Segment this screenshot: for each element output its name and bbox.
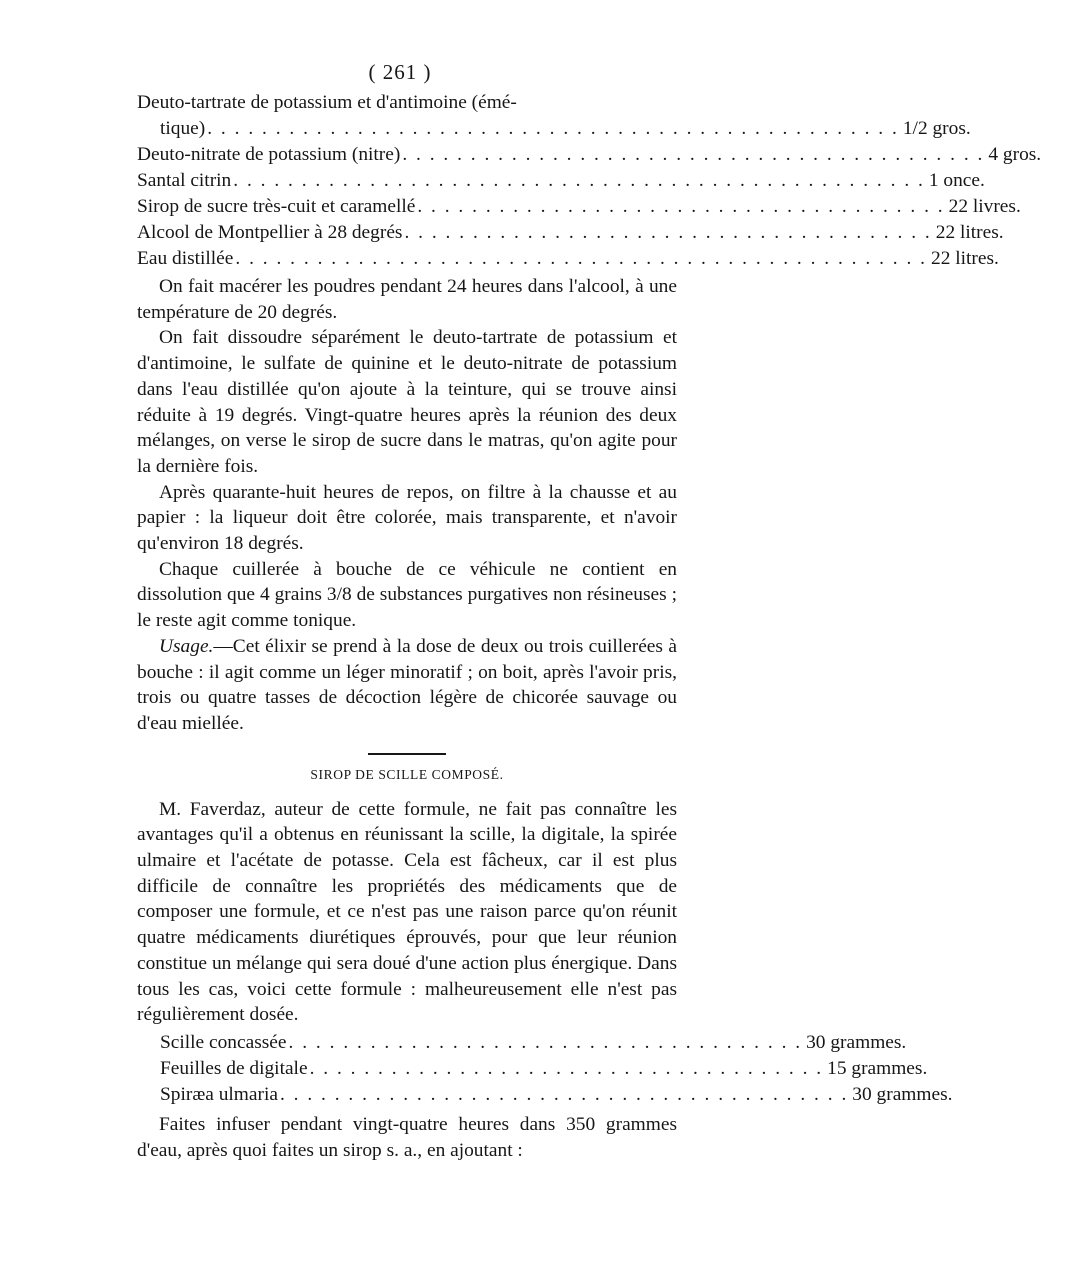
formula-item xyxy=(137,1083,953,1110)
formula-item xyxy=(137,118,971,144)
formula-item-name: Eau distillée xyxy=(137,248,234,269)
formula-item-quantity: 22 livres. xyxy=(948,196,1021,217)
paragraph: M. Faverdaz, auteur de cette formule, ne fait pas connaître les avantages qu'il a obtenus en réunissant la scille, la digitale, la spirée ulmaire et l'acétate de potasse. Cela est fâcheux, car il est plus difficile de connaître les propriétés des médicaments que de composer une formule, et ce n'est pas une raison parce qu'on réunit quatre médicaments diurétiques éprouvés, pour que leur réunion constitue un mélange qui sera doué d'une action plus énergique. Dans tous les cas, voici cette formule : malheureusement elle n'est pas régulièrement dosée. xyxy=(137,798,677,1026)
leader-dots: . . . . . . . . . . . . . . . . . . . . . . . . . . . . . . . . . . . . . . . . . . . xyxy=(402,144,985,165)
formula-item-name: Alcool de Montpellier à 28 degrés xyxy=(137,222,403,243)
section-title: SIROP DE SCILLE COMPOSÉ. xyxy=(310,766,504,782)
formula-list-2 xyxy=(137,1031,953,1110)
formula-item xyxy=(137,170,985,196)
formula-item xyxy=(137,1057,928,1084)
leader-dots: . . . . . . . . . . . . . . . . . . . . . . . . . . . . . . . . . . . . . . . . . . . . . . . . . . . xyxy=(233,170,925,191)
formula-item xyxy=(137,1031,907,1058)
formula-item-quantity: 22 litres. xyxy=(931,248,999,269)
formula-item xyxy=(137,248,999,274)
formula-item-quantity: 22 litres. xyxy=(935,222,1004,243)
usage-paragraph xyxy=(137,634,677,737)
formula-item-name: Scille concassée xyxy=(160,1031,287,1053)
formula-item xyxy=(137,144,1042,170)
formula-item-quantity: 30 grammes. xyxy=(852,1083,953,1105)
paragraph: Faites infuser pendant vingt-quatre heures dans 350 grammes d'eau, après quoi faites un sirop s. a., en ajoutant : xyxy=(137,1113,677,1161)
formula-item xyxy=(137,196,1021,222)
page-body xyxy=(137,92,1042,1163)
formula-item-name: Deuto-nitrate de potassium (nitre) xyxy=(137,144,401,165)
leader-dots: . . . . . . . . . . . . . . . . . . . . . . . . . . . . . . . . . . . . . . . xyxy=(404,222,932,243)
paragraph: On fait dissoudre séparément le deuto-tartrate de potassium et d'antimoine, le sulfate de quinine et le deuto-nitrate de potassium dans l'eau distillée qu'on ajoute à la teinture, qui se trouve ainsi réduite à 19 degrés. Vingt-quatre heures après la réunion des deux mélanges, on verse le sirop de sucre dans le matras, qu'on agite pour la dernière fois. xyxy=(137,327,677,477)
leader-dots: . . . . . . . . . . . . . . . . . . . . . . . . . . . . . . . . . . . . . . . . . . xyxy=(279,1083,849,1105)
formula-item-name: Feuilles de digitale xyxy=(160,1057,308,1079)
formula-item-quantity: 1 once. xyxy=(928,170,985,191)
formula-item-name-line1: Deuto-tartrate de potassium et d'antimoine (émé- xyxy=(137,92,517,113)
formula-item-name: Santal citrin xyxy=(137,170,232,191)
usage-label: Usage. xyxy=(159,635,214,657)
formula-item-name: Sirop de sucre très-cuit et caramellé xyxy=(137,196,416,217)
usage-text: —Cet élixir se prend à la dose de deux ou trois cuillerées à bouche : il agit comme un léger minoratif ; on boit, après l'avoir pris, trois ou quatre tasses de décoction légère de chicorée sauvage ou d'eau miellée. xyxy=(137,635,677,734)
formula-item-quantity: 15 grammes. xyxy=(827,1057,928,1079)
formula-list-1 xyxy=(137,92,1042,274)
formula-item xyxy=(137,222,1004,248)
leader-dots: . . . . . . . . . . . . . . . . . . . . . . . . . . . . . . . . . . . . . . . xyxy=(417,196,945,217)
leader-dots: . . . . . . . . . . . . . . . . . . . . . . . . . . . . . . . . . . . . . . . . . . . . . . . . . . . xyxy=(235,248,928,269)
leader-dots: . . . . . . . . . . . . . . . . . . . . . . . . . . . . . . . . . . . . . . . . . . . . . . . . . . . xyxy=(207,118,899,139)
leader-dots: . . . . . . . . . . . . . . . . . . . . . . . . . . . . . . . . . . . . . . xyxy=(309,1057,824,1079)
page-number: ( 261 ) xyxy=(368,60,432,84)
formula-item-quantity: 30 grammes. xyxy=(806,1031,907,1053)
leader-dots: . . . . . . . . . . . . . . . . . . . . . . . . . . . . . . . . . . . . . . xyxy=(288,1031,803,1053)
formula-item-quantity: 1/2 gros. xyxy=(902,118,971,139)
paragraph: Après quarante-huit heures de repos, on filtre à la chausse et au papier : la liqueur doit être colorée, mais transparente, et n'avoir qu'environ 18 degrés. xyxy=(137,481,677,555)
paragraph: On fait macérer les poudres pendant 24 heures dans l'alcool, à une température de 20 degrés. xyxy=(137,276,677,323)
formula-item-name: Spiræa ulmaria xyxy=(160,1083,278,1105)
formula-item-quantity: 4 gros. xyxy=(988,144,1042,165)
section-divider xyxy=(368,753,446,755)
paragraph: Chaque cuillerée à bouche de ce véhicule ne contient en dissolution que 4 grains 3/8 de substances purgatives non résineuses ; le reste agit comme tonique. xyxy=(137,558,677,632)
formula-item-name: tique) xyxy=(160,118,206,139)
